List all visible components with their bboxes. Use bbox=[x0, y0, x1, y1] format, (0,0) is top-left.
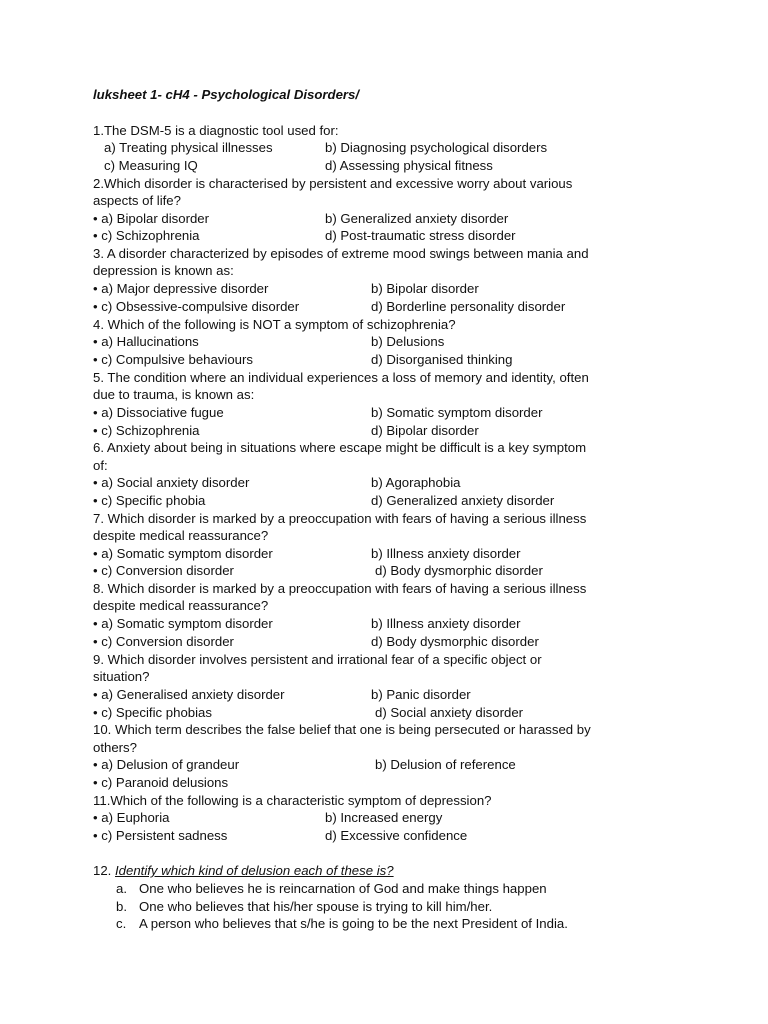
q4-option-d: d) Disorganised thinking bbox=[371, 352, 513, 367]
question-12-number: 12. bbox=[93, 863, 115, 878]
question-9-line-1: 9. Which disorder involves persistent and irrational fear of a specific object or bbox=[93, 652, 542, 667]
question-6-line-1: 6. Anxiety about being in situations where escape might be difficult is a key symptom bbox=[93, 440, 587, 455]
question-8-line-1: 8. Which disorder is marked by a preoccupation with fears of having a serious illness bbox=[93, 581, 587, 596]
q5-option-a: • a) Dissociative fugue bbox=[93, 405, 224, 420]
question-1: 1.The DSM-5 is a diagnostic tool used for: bbox=[93, 123, 339, 138]
q12-item-a-text: One who believes he is reincarnation of God and make things happen bbox=[139, 881, 547, 896]
q1-option-a: a) Treating physical illnesses bbox=[104, 140, 273, 155]
q12-item-a-marker: a. bbox=[116, 881, 127, 896]
q6-option-b: b) Agoraphobia bbox=[371, 475, 461, 490]
q2-option-b: b) Generalized anxiety disorder bbox=[325, 211, 509, 226]
q11-option-a: • a) Euphoria bbox=[93, 810, 170, 825]
q12-item-c-marker: c. bbox=[116, 916, 127, 931]
question-3-line-2: depression is known as: bbox=[93, 263, 234, 278]
q3-option-a: • a) Major depressive disorder bbox=[93, 281, 269, 296]
q8-option-b: b) Illness anxiety disorder bbox=[371, 616, 521, 631]
question-5-line-1: 5. The condition where an individual experiences a loss of memory and identity, often bbox=[93, 370, 589, 385]
q12-item-c-text: A person who believes that s/he is going to be the next President of India. bbox=[139, 916, 568, 931]
q5-option-c: • c) Schizophrenia bbox=[93, 423, 200, 438]
q3-option-b: b) Bipolar disorder bbox=[371, 281, 479, 296]
question-10-line-1: 10. Which term describes the false belief that one is being persecuted or harassed by bbox=[93, 722, 591, 737]
question-7-line-2: despite medical reassurance? bbox=[93, 528, 269, 543]
q6-option-a: • a) Social anxiety disorder bbox=[93, 475, 250, 490]
q12-item-b-text: One who believes that his/her spouse is trying to kill him/her. bbox=[139, 899, 493, 914]
question-8-line-2: despite medical reassurance? bbox=[93, 598, 269, 613]
q8-option-d: d) Body dysmorphic disorder bbox=[371, 634, 539, 649]
q6-option-c: • c) Specific phobia bbox=[93, 493, 206, 508]
q8-option-c: • c) Conversion disorder bbox=[93, 634, 234, 649]
question-12-prompt: Identify which kind of delusion each of these is? bbox=[115, 863, 394, 878]
q9-option-d: d) Social anxiety disorder bbox=[375, 705, 524, 720]
q9-option-b: b) Panic disorder bbox=[371, 687, 471, 702]
worksheet-title: luksheet 1- cH4 - Psychological Disorders/ bbox=[93, 87, 360, 102]
q12-item-b-marker: b. bbox=[116, 899, 127, 914]
q11-option-d: d) Excessive confidence bbox=[325, 828, 468, 843]
q9-option-a: • a) Generalised anxiety disorder bbox=[93, 687, 285, 702]
question-7-line-1: 7. Which disorder is marked by a preoccupation with fears of having a serious illness bbox=[93, 511, 587, 526]
q9-option-c: • c) Specific phobias bbox=[93, 705, 212, 720]
question-6-line-2: of: bbox=[93, 458, 108, 473]
q4-option-a: • a) Hallucinations bbox=[93, 334, 199, 349]
q6-option-d: d) Generalized anxiety disorder bbox=[371, 493, 555, 508]
q10-option-b: b) Delusion of reference bbox=[375, 757, 516, 772]
question-10-line-2: others? bbox=[93, 740, 137, 755]
question-4: 4. Which of the following is NOT a symptom of schizophrenia? bbox=[93, 317, 456, 332]
q3-option-d: d) Borderline personality disorder bbox=[371, 299, 566, 314]
q1-option-d: d) Assessing physical fitness bbox=[325, 158, 493, 173]
question-2-line-2: aspects of life? bbox=[93, 193, 181, 208]
q3-option-c: • c) Obsessive-compulsive disorder bbox=[93, 299, 300, 314]
q7-option-a: • a) Somatic symptom disorder bbox=[93, 546, 273, 561]
question-2-line-1: 2.Which disorder is characterised by persistent and excessive worry about various bbox=[93, 176, 573, 191]
q10-option-a: • a) Delusion of grandeur bbox=[93, 757, 240, 772]
q11-option-b: b) Increased energy bbox=[325, 810, 443, 825]
question-5-line-2: due to trauma, is known as: bbox=[93, 387, 255, 402]
question-9-line-2: situation? bbox=[93, 669, 150, 684]
q1-option-c: c) Measuring IQ bbox=[104, 158, 198, 173]
q5-option-b: b) Somatic symptom disorder bbox=[371, 405, 543, 420]
q11-option-c: • c) Persistent sadness bbox=[93, 828, 228, 843]
question-3-line-1: 3. A disorder characterized by episodes of extreme mood swings between mania and bbox=[93, 246, 589, 261]
question-11: 11.Which of the following is a characteristic symptom of depression? bbox=[93, 793, 492, 808]
q7-option-d: d) Body dysmorphic disorder bbox=[375, 563, 543, 578]
q1-option-b: b) Diagnosing psychological disorders bbox=[325, 140, 548, 155]
q7-option-b: b) Illness anxiety disorder bbox=[371, 546, 521, 561]
q2-option-d: d) Post-traumatic stress disorder bbox=[325, 228, 516, 243]
q10-option-c: • c) Paranoid delusions bbox=[93, 775, 229, 790]
q5-option-d: d) Bipolar disorder bbox=[371, 423, 479, 438]
q4-option-b: b) Delusions bbox=[371, 334, 445, 349]
q7-option-c: • c) Conversion disorder bbox=[93, 563, 234, 578]
q2-option-c: • c) Schizophrenia bbox=[93, 228, 200, 243]
q2-option-a: • a) Bipolar disorder bbox=[93, 211, 210, 226]
q4-option-c: • c) Compulsive behaviours bbox=[93, 352, 254, 367]
question-12 bbox=[93, 862, 394, 880]
q8-option-a: • a) Somatic symptom disorder bbox=[93, 616, 273, 631]
